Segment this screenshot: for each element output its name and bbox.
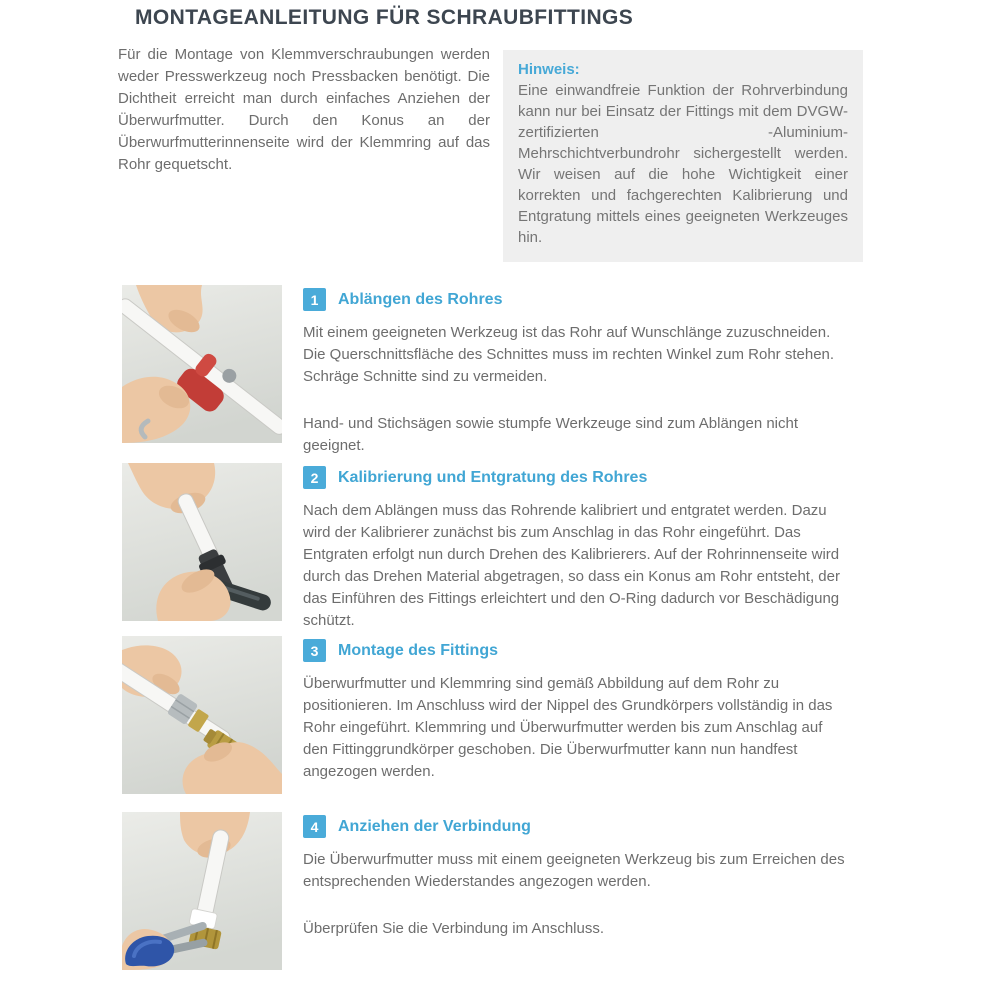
pipe-cutter-illustration [122,285,282,443]
fitting-assembly-illustration [122,636,282,794]
step-1-paragraph: Mit einem geeigneten Werkzeug ist das Rohr auf Wunschlänge zuzuschneiden. Die Querschnittsfläche des Schnittes muss im rechten Winkel zum Rohr stehen. Schräge Schnitte sind zu vermeiden. [303,324,835,385]
page-title: MONTAGEANLEITUNG FÜR SCHRAUBFITTINGS [135,6,634,29]
step-2-heading: Kalibrierung und Entgratung des Rohres [338,468,648,486]
step-3-number-badge: 3 [303,639,326,662]
notice-label: Hinweis: [518,61,580,78]
step-4 [122,812,848,970]
fitting-assembly-photo [122,636,282,794]
step-4-number-badge: 4 [303,815,326,838]
step-1-note: Hand- und Stichsägen sowie stumpfe Werkzeuge sind zum Ablängen nicht geeignet. [303,415,799,454]
pipe-calibration-illustration [122,463,282,621]
notice-box [503,50,863,262]
step-2 [122,463,848,632]
step-4-note: Überprüfen Sie die Verbindung im Anschluss. [303,920,605,937]
step-3-paragraph: Überwurfmutter und Klemmring sind gemäß Abbildung auf dem Rohr zu positionieren. Im Anschluss wird der Nippel des Grundkörpers vollständig in das Rohr eingeführt. Klemmring und Überwurfmutter werden bis zum Anschlag auf den Fittinggrundkörper geschoben. Die Überwurfmutter kann nun handfest angezogen werden. [303,675,833,780]
intro-paragraph: Für die Montage von Klemmverschraubungen werden weder Presswerkzeug noch Pressbacken benötigt. Die Dichtheit erreicht man durch einfaches Anziehen der Überwurfmutter. Durch den Konus an der Überwurfmutterinnenseite wird der Klemmring auf das Rohr gequetscht. [118,46,490,173]
pipe-cutter-photo [122,285,282,443]
step-4-heading: Anziehen der Verbindung [338,817,531,835]
step-1-heading: Ablängen des Rohres [338,290,503,308]
step-2-paragraph: Nach dem Ablängen muss das Rohrende kalibriert und entgratet werden. Dazu wird der Kalibrierer zunächst bis zum Anschlag in das Rohr eingeführt. Das Entgraten erfolgt nun durch Drehen des Kalibrierers. Auf der Rohrinnenseite wird durch das Drehen Material abgetragen, so dass ein Konus am Rohr entsteht, der das Einführen des Fittings erleichtert und den O-Ring dadurch vor Beschädigung schützt. [303,502,840,629]
step-4-paragraph: Die Überwurfmutter muss mit einem geeigneten Werkzeug bis zum Erreichen des entsprechenden Wiederstandes angezogen werden. [303,851,845,890]
step-3-heading: Montage des Fittings [338,641,498,659]
pipe-calibration-photo [122,463,282,621]
wrench-tightening-photo [122,812,282,970]
step-1-number-badge: 1 [303,288,326,311]
notice-text: Eine einwandfreie Funktion der Rohrverbindung kann nur bei Einsatz der Fittings mit dem DVGW-zertifizierten -Aluminium-Mehrschichtverbundrohr sichergestellt werden. Wir weisen auf die hohe Wichtigkeit einer korrekten und fachgerechten Kalibrierung und Entgratung mittels eines geeigneten Werkzeuges hin. [518,82,848,246]
step-3 [122,636,848,794]
step-1 [122,285,848,457]
wrench-tightening-illustration [122,812,282,970]
step-2-number-badge: 2 [303,466,326,489]
